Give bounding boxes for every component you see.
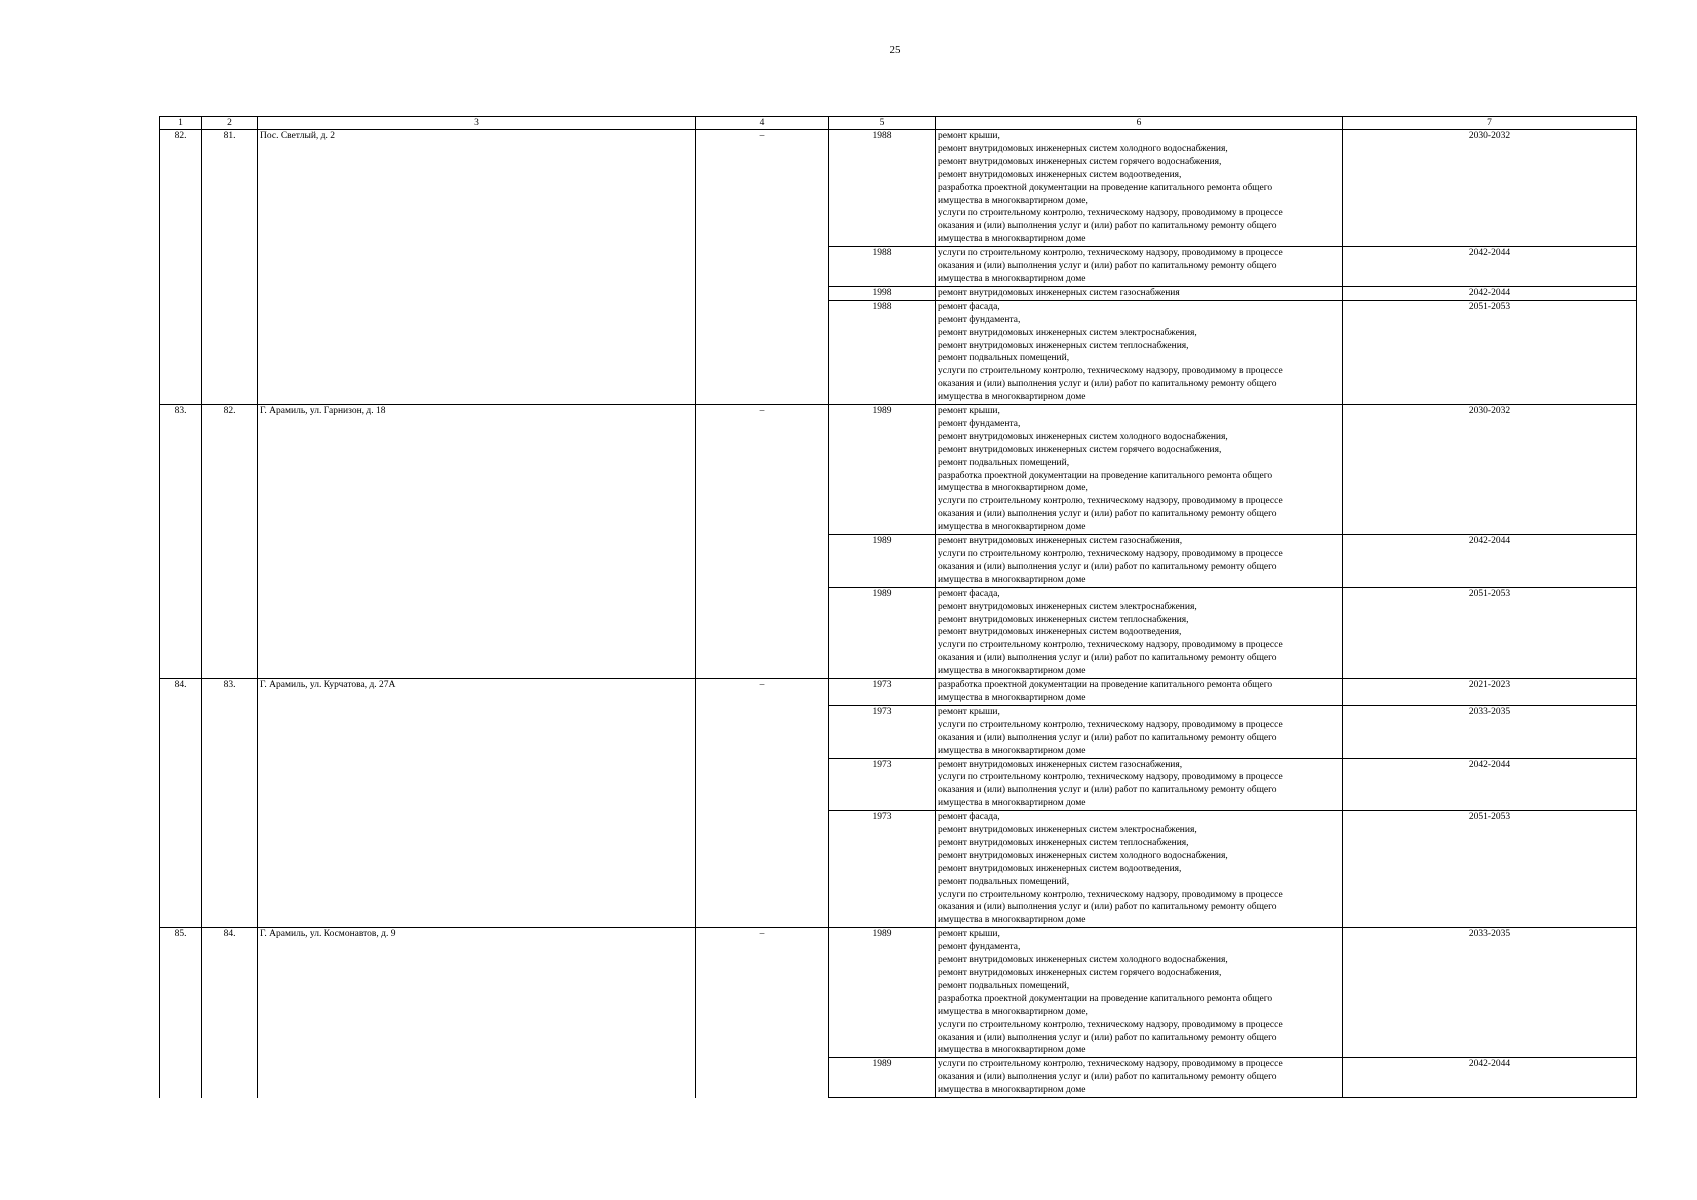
period-cell: 2051-2053 [1343,300,1637,404]
period-cell: 2051-2053 [1343,811,1637,928]
record-subnumber: 83. [202,679,258,928]
column-4-value: – [696,405,829,679]
period-cell: 2030-2032 [1343,405,1637,535]
table-row [160,928,1637,1058]
table-row [160,679,1637,706]
period-cell: 2033-2035 [1343,928,1637,1058]
year-cell: 1988 [829,300,936,404]
repair-schedule-table [159,116,1637,1098]
works-cell: ремонт крыши, услуги по строительному контролю, техническому надзору, проводимому в процессе оказания и (или) выполнения услуг и (или) работ по капитальному ремонту общего имущества в многоквартирном доме [936,705,1343,758]
column-header: 1 [160,117,202,130]
period-cell: 2042-2044 [1343,247,1637,287]
table-row [160,130,1637,247]
period-cell: 2033-2035 [1343,705,1637,758]
record-number: 83. [160,405,202,679]
page-number: 25 [889,44,901,56]
column-4-value: – [696,679,829,928]
period-cell: 2021-2023 [1343,679,1637,706]
period-cell: 2051-2053 [1343,587,1637,678]
column-header: 3 [258,117,696,130]
record-subnumber: 82. [202,405,258,679]
year-cell: 1973 [829,811,936,928]
works-cell: ремонт крыши, ремонт внутридомовых инженерных систем холодного водоснабжения, ремонт внутридомовых инженерных систем горячего водоснабжения, ремонт внутридомовых инженерных систем водоотведения, разработка проектной документации на проведение капитального ремонта общего имущества в многоквартирном доме, услуги по строительному контролю, техническому надзору, проводимому в процессе оказания и (или) выполнения услуг и (или) работ по капитальному ремонту общего имущества в многоквартирном доме [936,130,1343,247]
works-cell: ремонт внутридомовых инженерных систем газоснабжения [936,286,1343,300]
works-cell: разработка проектной документации на проведение капитального ремонта общего имущества в многоквартирном доме [936,679,1343,706]
record-number: 82. [160,130,202,405]
column-4-value: – [696,928,829,1098]
year-cell: 1973 [829,758,936,811]
house-address: Г. Арамиль, ул. Космонавтов, д. 9 [258,928,696,1098]
house-address: Пос. Светлый, д. 2 [258,130,696,405]
record-number: 84. [160,679,202,928]
period-cell: 2042-2044 [1343,286,1637,300]
column-header: 4 [696,117,829,130]
year-cell: 1989 [829,405,936,535]
period-cell: 2042-2044 [1343,758,1637,811]
year-cell: 1988 [829,130,936,247]
year-cell: 1989 [829,535,936,588]
column-4-value: – [696,130,829,405]
column-header: 6 [936,117,1343,130]
works-cell: услуги по строительному контролю, техническому надзору, проводимому в процессе оказания и (или) выполнения услуг и (или) работ по капитальному ремонту общего имущества в многоквартирном доме [936,1058,1343,1098]
works-cell: ремонт фасада, ремонт внутридомовых инженерных систем электроснабжения, ремонт внутридомовых инженерных систем теплоснабжения, ремонт внутридомовых инженерных систем холодного водоснабжения, ремонт внутридомовых инженерных систем водоотведения, ремонт подвальных помещений, услуги по строительному контролю, техническому надзору, проводимому в процессе оказания и (или) выполнения услуг и (или) работ по капитальному ремонту общего имущества в многоквартирном доме [936,811,1343,928]
column-number-row [160,117,1637,130]
works-cell: услуги по строительному контролю, техническому надзору, проводимому в процессе оказания и (или) выполнения услуг и (или) работ по капитальному ремонту общего имущества в многоквартирном доме [936,247,1343,287]
year-cell: 1989 [829,587,936,678]
works-cell: ремонт крыши, ремонт фундамента, ремонт внутридомовых инженерных систем холодного водоснабжения, ремонт внутридомовых инженерных систем горячего водоснабжения, ремонт подвальных помещений, разработка проектной документации на проведение капитального ремонта общего имущества в многоквартирном доме, услуги по строительному контролю, техническому надзору, проводимому в процессе оказания и (или) выполнения услуг и (или) работ по капитальному ремонту общего имущества в многоквартирном доме [936,405,1343,535]
year-cell: 1989 [829,928,936,1058]
table-row [160,405,1637,535]
column-header: 2 [202,117,258,130]
year-cell: 1988 [829,247,936,287]
works-cell: ремонт внутридомовых инженерных систем газоснабжения, услуги по строительному контролю, техническому надзору, проводимому в процессе оказания и (или) выполнения услуг и (или) работ по капитальному ремонту общего имущества в многоквартирном доме [936,535,1343,588]
period-cell: 2030-2032 [1343,130,1637,247]
column-header: 7 [1343,117,1637,130]
works-cell: ремонт внутридомовых инженерных систем газоснабжения, услуги по строительному контролю, техническому надзору, проводимому в процессе оказания и (или) выполнения услуг и (или) работ по капитальному ремонту общего имущества в многоквартирном доме [936,758,1343,811]
year-cell: 1989 [829,1058,936,1098]
record-number: 85. [160,928,202,1098]
works-cell: ремонт фасада, ремонт внутридомовых инженерных систем электроснабжения, ремонт внутридомовых инженерных систем теплоснабжения, ремонт внутридомовых инженерных систем водоотведения, услуги по строительному контролю, техническому надзору, проводимому в процессе оказания и (или) выполнения услуг и (или) работ по капитальному ремонту общего имущества в многоквартирном доме [936,587,1343,678]
table-body [160,130,1637,1098]
house-address: Г. Арамиль, ул. Курчатова, д. 27А [258,679,696,928]
house-address: Г. Арамиль, ул. Гарнизон, д. 18 [258,405,696,679]
works-cell: ремонт фасада, ремонт фундамента, ремонт внутридомовых инженерных систем электроснабжения, ремонт внутридомовых инженерных систем теплоснабжения, ремонт подвальных помещений, услуги по строительному контролю, техническому надзору, проводимому в процессе оказания и (или) выполнения услуг и (или) работ по капитальному ремонту общего имущества в многоквартирном доме [936,300,1343,404]
record-subnumber: 81. [202,130,258,405]
year-cell: 1973 [829,679,936,706]
period-cell: 2042-2044 [1343,1058,1637,1098]
period-cell: 2042-2044 [1343,535,1637,588]
year-cell: 1973 [829,705,936,758]
works-cell: ремонт крыши, ремонт фундамента, ремонт внутридомовых инженерных систем холодного водоснабжения, ремонт внутридомовых инженерных систем горячего водоснабжения, ремонт подвальных помещений, разработка проектной документации на проведение капитального ремонта общего имущества в многоквартирном доме, услуги по строительному контролю, техническому надзору, проводимому в процессе оказания и (или) выполнения услуг и (или) работ по капитальному ремонту общего имущества в многоквартирном доме [936,928,1343,1058]
column-header: 5 [829,117,936,130]
record-subnumber: 84. [202,928,258,1098]
year-cell: 1998 [829,286,936,300]
